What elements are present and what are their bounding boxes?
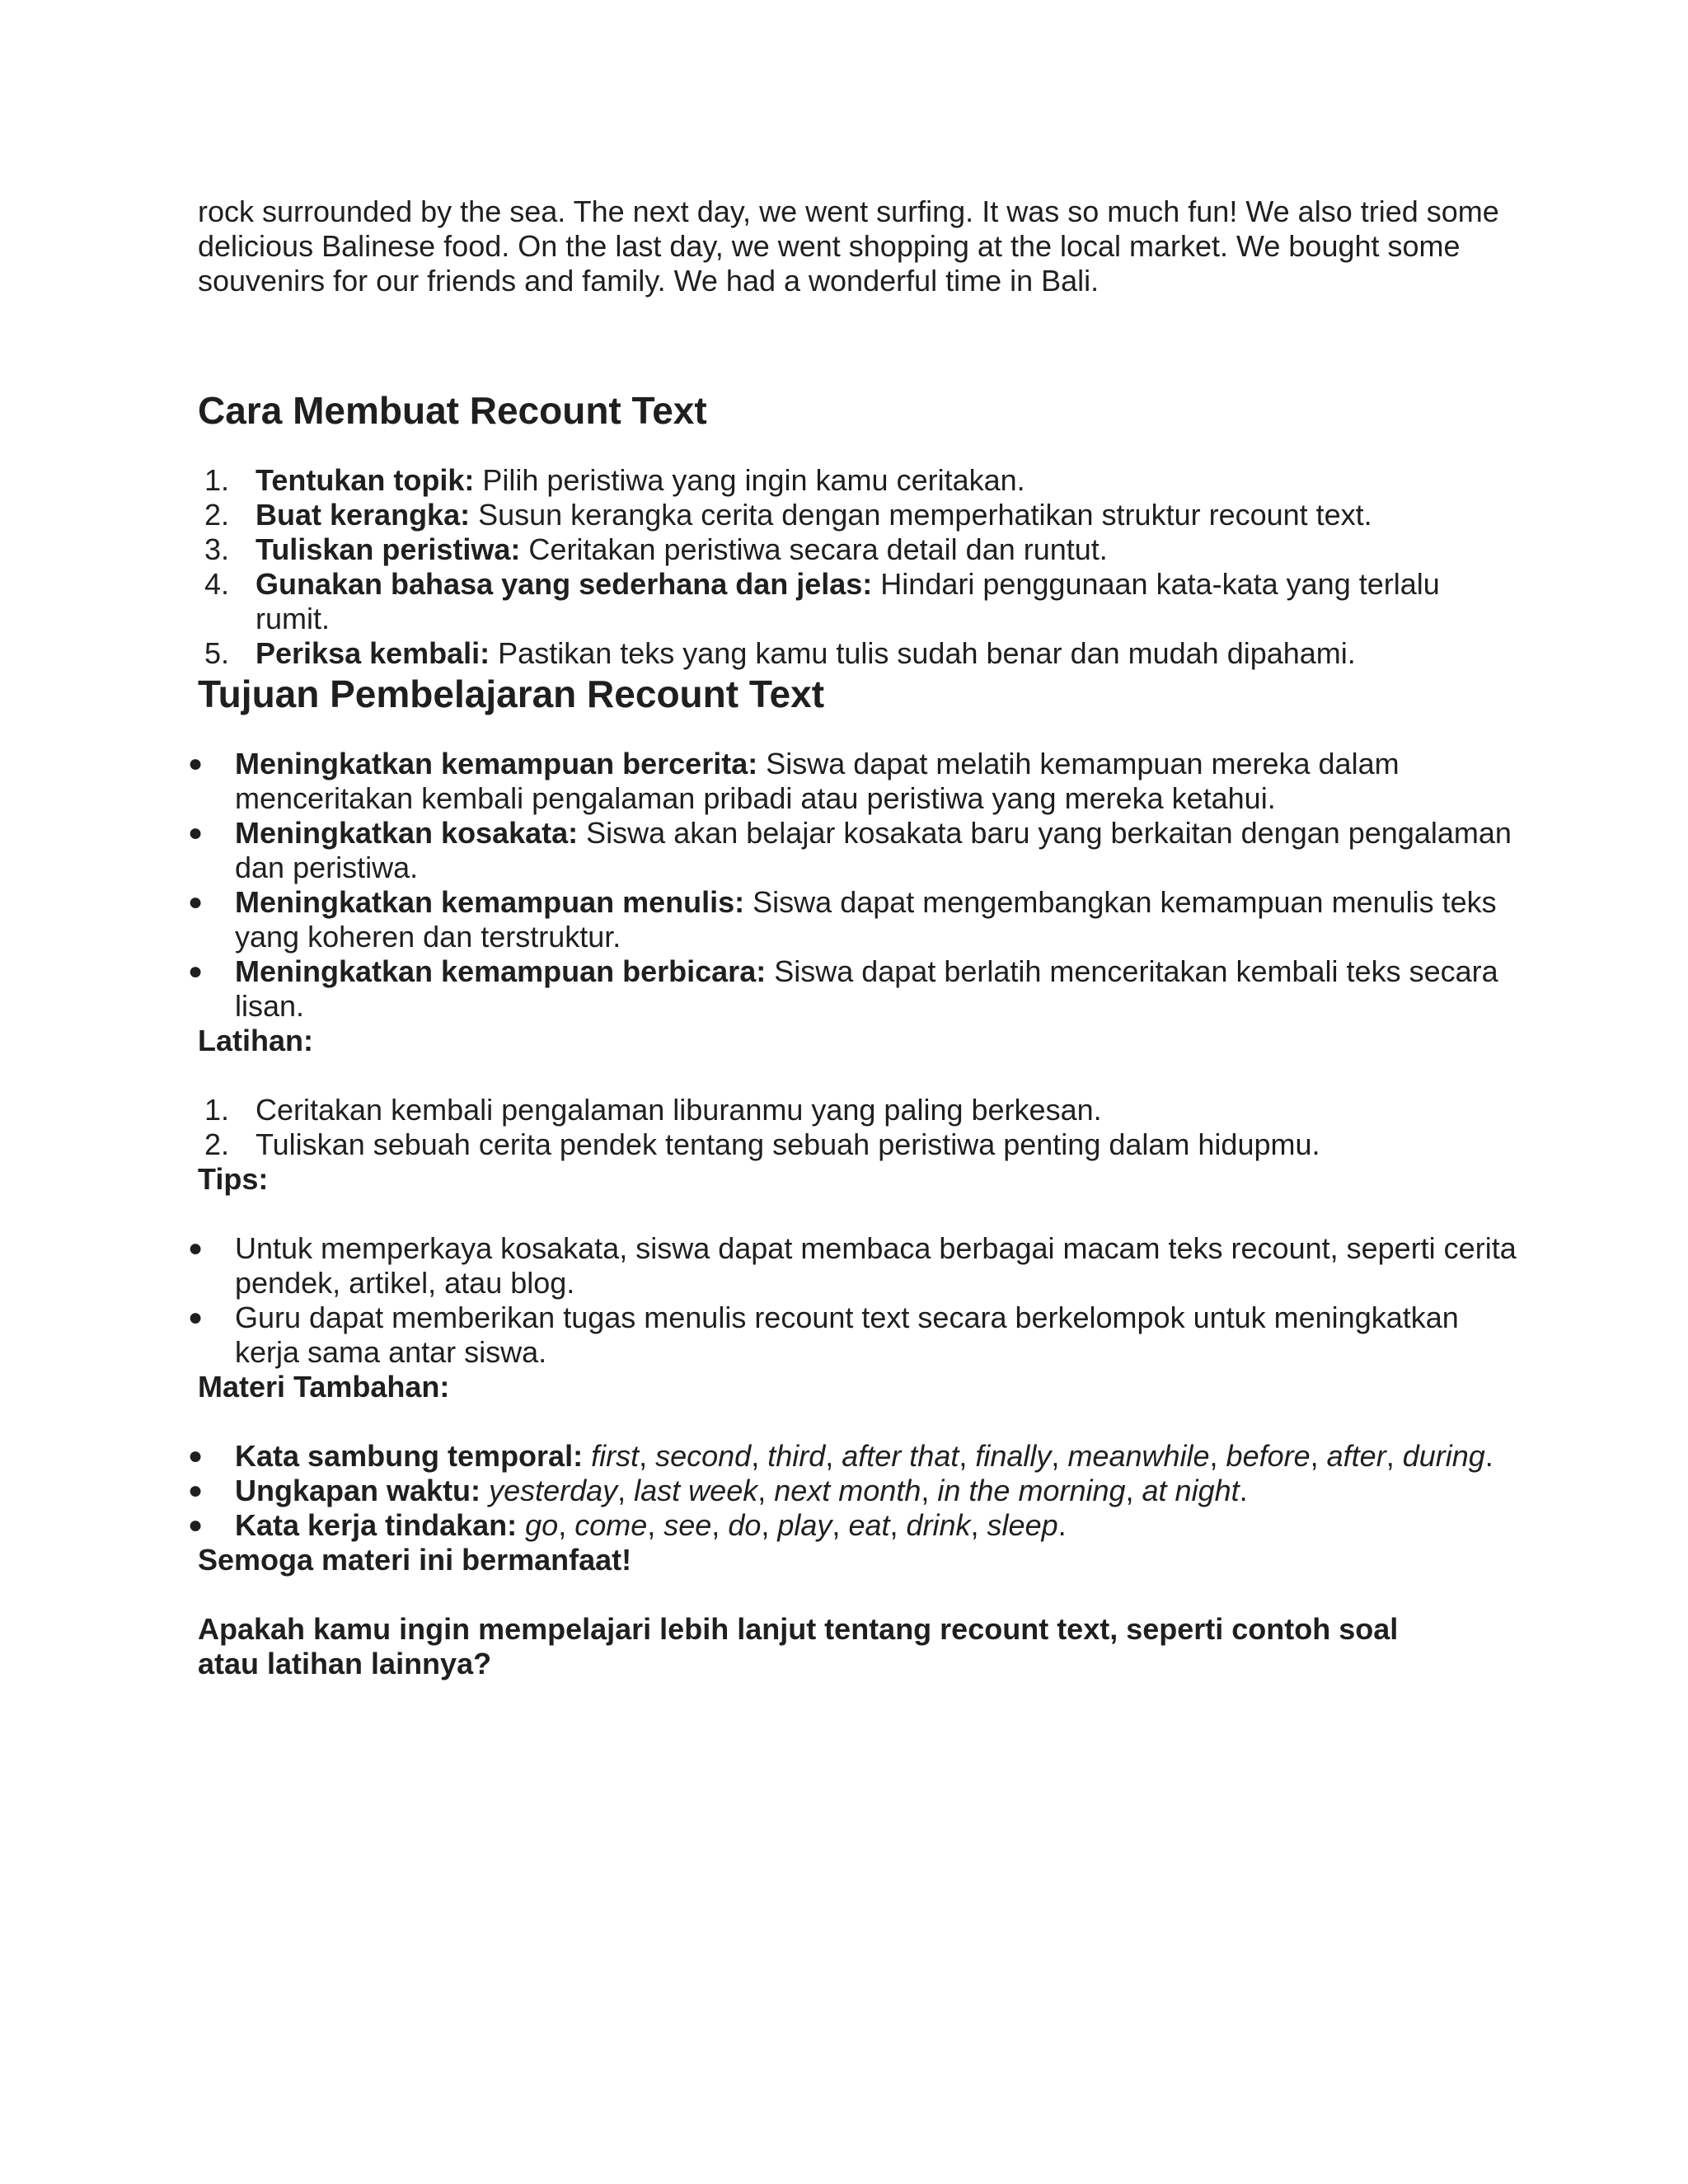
list-desc: Guru dapat memberikan tugas menulis recount text secara berkelompok untuk meningkatkan kerja sama antar siswa. bbox=[235, 1301, 1459, 1369]
list-item bbox=[198, 498, 1517, 532]
section-heading-tujuan: Tujuan Pembelajaran Recount Text bbox=[198, 673, 825, 715]
closing-question: Apakah kamu ingin mempelajari lebih lanjut tentang recount text, seperti contoh soal atau latihan lainnya? bbox=[198, 1612, 1399, 1680]
list-term: Gunakan bahasa yang sederhana dan jelas: bbox=[256, 567, 873, 601]
document-content bbox=[188, 194, 1517, 1681]
example-word: finally bbox=[975, 1439, 1052, 1473]
list-desc: Ceritakan peristiwa secara detail dan runtut. bbox=[520, 532, 1108, 566]
list-item bbox=[198, 463, 1517, 498]
latihan-label: Latihan: bbox=[198, 1024, 313, 1057]
bullet-icon: ● bbox=[188, 1442, 204, 1469]
word-list: go, come, see, do, play, eat, drink, sleep. bbox=[525, 1508, 1067, 1542]
bullet-icon: ● bbox=[188, 819, 204, 846]
bullet-icon: ● bbox=[188, 750, 204, 777]
list-item bbox=[188, 1439, 1517, 1474]
list-desc: Untuk memperkaya kosakata, siswa dapat membaca berbagai macam teks recount, seperti cerita pendek, artikel, atau blog. bbox=[235, 1231, 1517, 1300]
list-desc: Hindari penggunaan kata-kata yang terlalu rumit. bbox=[256, 567, 1440, 635]
intro-paragraph: rock surrounded by the sea. The next day, we went surfing. It was so much fun! We also tried some delicious Balinese food. On the last day, we went shopping at the local market. We bought some souvenirs for our friends and family. We had a wonderful time in Bali. bbox=[198, 194, 1499, 298]
example-word: in the morning bbox=[937, 1474, 1126, 1507]
example-word: during bbox=[1402, 1439, 1485, 1473]
word-list: yesterday, last week, next month, in the morning, at night. bbox=[489, 1474, 1248, 1507]
list-term: Ungkapan waktu: bbox=[235, 1474, 481, 1507]
list-number: 4. bbox=[204, 567, 230, 601]
example-word: next month bbox=[774, 1474, 921, 1507]
bullet-icon: ● bbox=[188, 888, 204, 916]
list-item bbox=[188, 1231, 1517, 1301]
list-number: 5. bbox=[204, 636, 230, 670]
bullet-icon: ● bbox=[188, 1304, 204, 1331]
example-word: see bbox=[663, 1508, 712, 1542]
example-word: eat bbox=[848, 1508, 890, 1542]
latihan-list bbox=[198, 1093, 1517, 1162]
example-word: yesterday bbox=[489, 1474, 618, 1507]
list-term: Meningkatkan kemampuan menulis: bbox=[235, 885, 745, 919]
list-desc: Pilih peristiwa yang ingin kamu ceritakan. bbox=[474, 463, 1025, 497]
list-item bbox=[198, 636, 1517, 671]
list-term: Kata kerja tindakan: bbox=[235, 1508, 518, 1542]
example-word: second bbox=[655, 1439, 752, 1473]
bullet-icon: ● bbox=[188, 958, 204, 985]
list-item bbox=[188, 816, 1517, 885]
list-desc: Siswa dapat melatih kemampuan mereka dalam menceritakan kembali pengalaman pribadi atau peristiwa yang mereka ketahui. bbox=[235, 747, 1400, 815]
materi-list bbox=[188, 1439, 1517, 1543]
example-word: drink bbox=[906, 1508, 971, 1542]
closing-line: Semoga materi ini bermanfaat! bbox=[198, 1543, 632, 1577]
list-term: Periksa kembali: bbox=[256, 636, 490, 670]
example-word: last week bbox=[634, 1474, 758, 1507]
list-item bbox=[188, 954, 1517, 1024]
bullet-icon: ● bbox=[188, 1477, 204, 1504]
list-desc: Siswa dapat mengembangkan kemampuan menulis teks yang koheren dan terstruktur. bbox=[235, 885, 1497, 954]
list-desc: Susun kerangka cerita dengan memperhatikan struktur recount text. bbox=[470, 498, 1372, 532]
list-desc: Tuliskan sebuah cerita pendek tentang sebuah peristiwa penting dalam hidupmu. bbox=[256, 1127, 1320, 1161]
list-item bbox=[188, 1508, 1517, 1543]
example-word: play bbox=[777, 1508, 832, 1542]
example-word: sleep bbox=[987, 1508, 1058, 1542]
list-term: Meningkatkan kosakata: bbox=[235, 816, 579, 850]
list-number: 1. bbox=[204, 1093, 230, 1127]
list-desc: Siswa dapat berlatih menceritakan kembali teks secara lisan. bbox=[235, 954, 1498, 1023]
section-heading-cara: Cara Membuat Recount Text bbox=[198, 389, 707, 432]
list-number: 2. bbox=[204, 498, 230, 532]
example-word: meanwhile bbox=[1067, 1439, 1210, 1473]
tips-list bbox=[188, 1231, 1517, 1370]
tips-label: Tips: bbox=[198, 1162, 269, 1196]
list-item bbox=[198, 567, 1517, 636]
list-term: Tuliskan peristiwa: bbox=[256, 532, 521, 566]
list-term: Buat kerangka: bbox=[256, 498, 471, 532]
bullet-icon: ● bbox=[188, 1235, 204, 1262]
list-number: 2. bbox=[204, 1127, 230, 1161]
list-item bbox=[188, 1474, 1517, 1508]
example-word: at night bbox=[1142, 1474, 1240, 1507]
example-word: third bbox=[767, 1439, 826, 1473]
list-item bbox=[188, 1301, 1517, 1370]
list-term: Kata sambung temporal: bbox=[235, 1439, 584, 1473]
list-item bbox=[198, 532, 1517, 567]
list-desc: Ceritakan kembali pengalaman liburanmu yang paling berkesan. bbox=[256, 1093, 1102, 1127]
list-term: Tentukan topik: bbox=[256, 463, 475, 497]
goals-list bbox=[188, 747, 1517, 1024]
list-desc: Siswa akan belajar kosakata baru yang berkaitan dengan pengalaman dan peristiwa. bbox=[235, 816, 1512, 884]
bullet-icon: ● bbox=[188, 1511, 204, 1539]
example-word: after that bbox=[842, 1439, 959, 1473]
list-item bbox=[198, 1093, 1517, 1127]
list-desc: Pastikan teks yang kamu tulis sudah benar dan mudah dipahami. bbox=[490, 636, 1356, 670]
steps-list bbox=[198, 463, 1517, 671]
list-term: Meningkatkan kemampuan bercerita: bbox=[235, 747, 758, 780]
list-item bbox=[188, 885, 1517, 954]
example-word: come bbox=[574, 1508, 648, 1542]
materi-label: Materi Tambahan: bbox=[198, 1370, 450, 1404]
list-number: 3. bbox=[204, 532, 230, 566]
list-item bbox=[188, 747, 1517, 816]
example-word: first bbox=[591, 1439, 640, 1473]
example-word: before bbox=[1226, 1439, 1311, 1473]
list-term: Meningkatkan kemampuan berbicara: bbox=[235, 954, 767, 988]
example-word: do bbox=[728, 1508, 762, 1542]
example-word: after bbox=[1326, 1439, 1386, 1473]
word-list: first, second, third, after that, finally, meanwhile, before, after, during. bbox=[591, 1439, 1493, 1473]
list-item bbox=[198, 1127, 1517, 1162]
example-word: go bbox=[525, 1508, 559, 1542]
list-number: 1. bbox=[204, 463, 230, 497]
